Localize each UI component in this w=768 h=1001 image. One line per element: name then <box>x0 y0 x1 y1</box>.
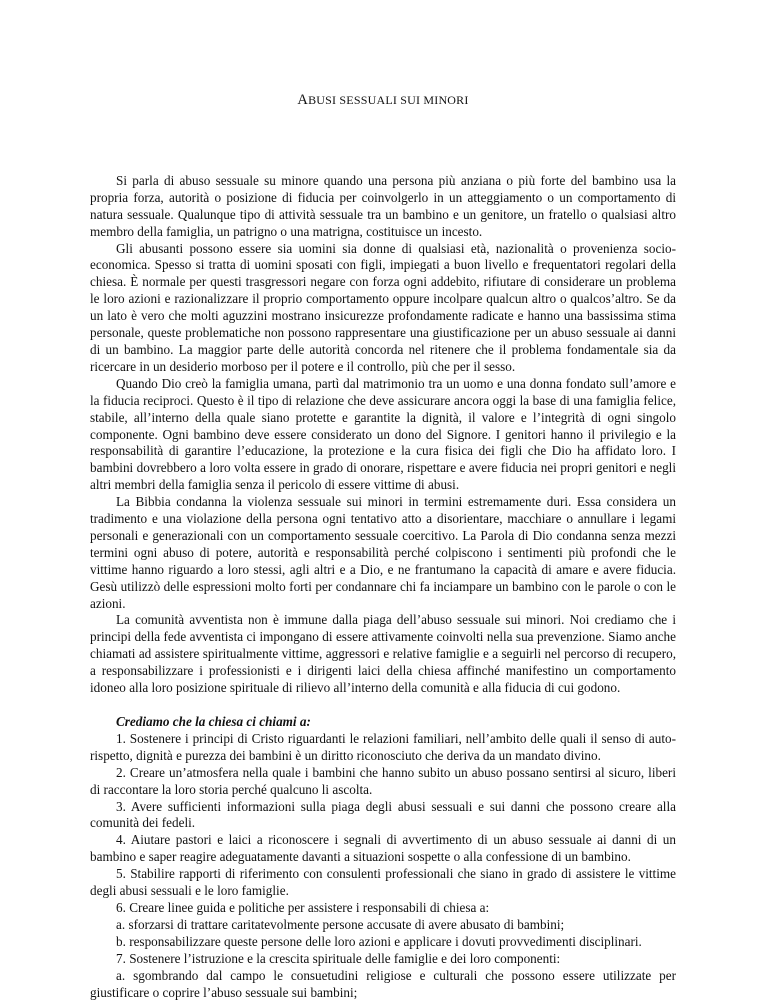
list-item: 5. Stabilire rapporti di riferimento con consulenti professionali che siano in grado di assistere le vittime degli abusi sessuali e le loro famiglie. <box>90 866 676 899</box>
paragraph: Quando Dio creò la famiglia umana, partì dal matrimonio tra un uomo e una donna fondato sull’amore e la fiducia reciproci. Questo è il tipo di relazione che deve assicurare ancora oggi la base di una famiglia felice, stabile, all’interno della quale siano protette e garantite la dignità, il valore e l’integrità di ogni singolo componente. Ogni bambino deve essere considerato un dono del Signore. I genitori hanno il privilegio e la responsabilità di garantire l’educazione, la protezione e la cura fisica dei figli che Dio ha affidato loro. I bambini dovrebbero a loro volta essere in grado di onorare, rispettare e avere fiducia nei propri genitori e negli altri membri della famiglia senza il pericolo di essere vittime di abusi. <box>90 375 676 493</box>
document-title <box>90 92 676 109</box>
paragraph: La Bibbia condanna la violenza sessuale sui minori in termini estremamente duri. Essa considera un tradimento e una violazione della persona ogni tentativo atto a disorientare, macchiare o annullare i legami personali e generazionali con un comportamento sessuale coercitivo. La Parola di Dio condanna senza mezzi termini ogni abuso di potere, autorità e responsabilità perché colpiscono i sentimenti più profondi che le vittime hanno riguardo a loro stessi, agli altri e a Dio, e ne frantumano la capacità di amare e avere fiducia. Gesù utilizzò delle espressioni molto forti per condannare chi fa inciampare un bambino con le parole o con le azioni. <box>90 494 676 611</box>
list-item: 4. Aiutare pastori e laici a riconoscere i segnali di avvertimento di un abuso sessuale ai danni di un bambino e saper reagire adeguatamente davanti a situazioni sospette o alla confessione di un bambino. <box>90 832 676 865</box>
paragraph: Si parla di abuso sessuale su minore quando una persona più anziana o più forte del bambino usa la propria forza, autorità o posizione di fiducia per coinvolgerlo in un atteggiamento o un comportamento di natura sessuale. Qualunque tipo di attività sessuale tra un bambino e un genitore, un fratello o qualsiasi altro membro della famiglia, un patrigno o una matrigna, costituisce un incesto. <box>90 172 676 239</box>
paragraph: La comunità avventista non è immune dalla piaga dell’abuso sessuale sui minori. Noi crediamo che i principi della fede avventista ci impongano di essere attivamente coinvolti nella sua prevenzione. Siamo anche chiamati ad assistere spiritualmente vittime, aggressori e relative famiglie e a seguirli nel percorso di recupero, a responsabilizzare i professionisti e i dirigenti laici della chiesa affinché manifestino un comportamento idoneo alla loro posizione spirituale di rilievo all’interno della comunità e alla fiducia di cui godono. <box>90 612 676 696</box>
list-item: 2. Creare un’atmosfera nella quale i bambini che hanno subito un abuso possano sentirsi al sicuro, liberi di raccontare la loro storia perché qualcuno li ascolta. <box>90 764 676 797</box>
section-lead: Crediamo che la chiesa ci chiami a: <box>116 714 311 729</box>
list-subitem: b. responsabilizzare queste persone delle loro azioni e applicare i dovuti provvedimenti disciplinari. <box>116 933 642 949</box>
title-initial: A <box>297 92 309 108</box>
paragraph: Gli abusanti possono essere sia uomini sia donne di qualsiasi età, nazionalità o provenienza socio-economica. Spesso si tratta di uomini sposati con figli, impiegati a buon livello e frequentatori regolari della chiesa. È normale per questi trasgressori negare con forza ogni addebito, rifiutare di considerare un problema le loro azioni e razionalizzare il proprio comportamento oppure incolpare qualcun altro o qualcos’altro. Se da un lato è vero che molti aguzzini mostrano insicurezze profondamente radicate e hanno una bassissima stima personale, queste problematiche non possono rappresentare una giustificazione per un abuso sessuale ai danni di un bambino. La maggior parte delle autorità concorda nel ritenere che il problema fondamentale sia da ricercare in un desiderio morboso per il potere e il controllo, più che per il sesso. <box>90 240 676 374</box>
spacer <box>90 697 676 714</box>
title-rest: BUSI SESSUALI SUI MINORI <box>308 93 469 107</box>
list-subitem: a. sforzarsi di trattare caritatevolmente persone accusate di avere abusato di bambini; <box>116 916 565 932</box>
list-item: 6. Creare linee guida e politiche per assistere i responsabili di chiesa a: <box>116 899 490 915</box>
list-item: 7. Sostenere l’istruzione e la crescita spirituale delle famiglie e dei loro componenti: <box>116 950 561 966</box>
list-item: 1. Sostenere i principi di Cristo riguardanti le relazioni familiari, nell’ambito delle quali il senso di auto-rispetto, dignità e purezza dei bambini è un diritto riconosciuto che deriva da un mandato divino. <box>90 730 676 763</box>
list-item: 3. Avere sufficienti informazioni sulla piaga degli abusi sessuali e sui danni che possono creare alla comunità dei fedeli. <box>90 798 676 831</box>
list-subitem: a. sgombrando dal campo le consuetudini religiose e culturali che possono essere utilizzate per giustificare o coprire l’abuso sessuale sui bambini; <box>90 967 676 1000</box>
